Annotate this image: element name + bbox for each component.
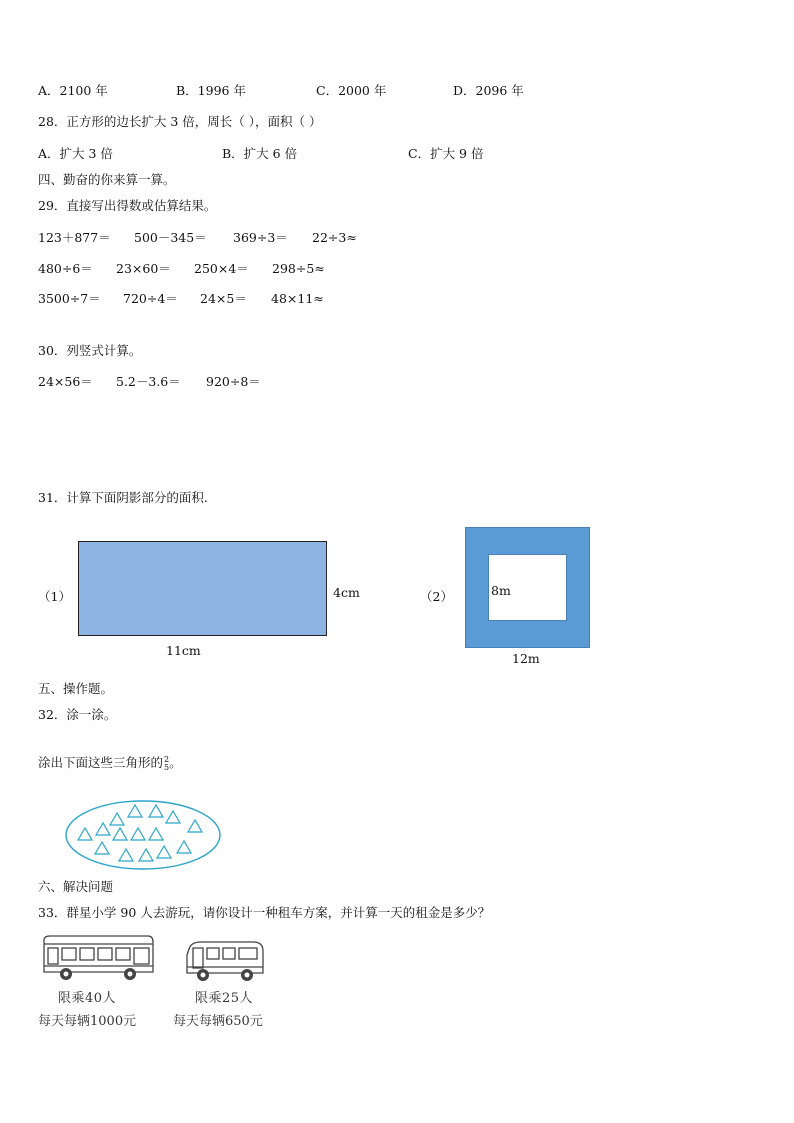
triangle [157, 846, 171, 858]
bus-large-icon [40, 934, 156, 982]
q28-question: 28．正方形的边长扩大 3 倍，周长（ ），面积（ ） [38, 114, 322, 129]
q30-item-2: 5.2－3.6＝ [116, 374, 181, 389]
q29-r1c1: 123＋877＝ [38, 230, 111, 245]
section4-title: 四、勤奋的你来算一算。 [38, 172, 176, 187]
q32-triangles-ellipse [60, 797, 226, 875]
q29-r2c3: 250×4＝ [194, 261, 249, 276]
triangle [149, 805, 163, 817]
triangle [131, 828, 145, 840]
q32-instruction-end: 。 [169, 755, 182, 770]
q29-r3c3: 24×5＝ [200, 291, 247, 306]
q29-r1c4: 22÷3≈ [312, 230, 357, 245]
triangle [78, 828, 92, 840]
bus2-capacity: 限乘25人 [195, 991, 254, 1006]
triangle [113, 828, 127, 840]
triangle [95, 842, 109, 854]
q27-option-a: A．2100 年 [38, 83, 108, 98]
q29-r3c2: 720÷4＝ [123, 291, 178, 306]
q32-instruction [38, 754, 182, 772]
bus1-price: 每天每辆1000元 [38, 1014, 137, 1029]
bus2-price: 每天每辆650元 [173, 1014, 263, 1029]
q29-r3c4: 48×11≈ [271, 291, 324, 306]
triangle [139, 849, 153, 861]
q33-question: 33．群星小学 90 人去游玩，请你设计一种租车方案，并计算一天的租金是多少？ [38, 905, 491, 920]
q29-question: 29．直接写出得数或估算结果。 [38, 198, 217, 213]
bus-small-icon [183, 939, 267, 983]
q32-fraction-denominator: 5 [164, 762, 170, 772]
q29-r2c4: 298÷5≈ [272, 261, 325, 276]
q30-question: 30．列竖式计算。 [38, 343, 142, 358]
q29-r3c1: 3500÷7＝ [38, 291, 101, 306]
triangle [149, 828, 163, 840]
q29-r2c2: 23×60＝ [116, 261, 171, 276]
q29-r1c2: 500－345＝ [134, 230, 207, 245]
triangle [188, 820, 202, 832]
triangle [128, 805, 142, 817]
q31-fig1-height: 4cm [333, 585, 360, 600]
bus1-capacity: 限乘40人 [58, 991, 117, 1006]
q27-option-d: D．2096 年 [453, 83, 524, 98]
q32-question: 32．涂一涂。 [38, 707, 117, 722]
q28-option-c: C．扩大 9 倍 [408, 146, 484, 161]
triangle [166, 811, 180, 823]
q28-option-a: A．扩大 3 倍 [38, 146, 113, 161]
triangle [119, 849, 133, 861]
q32-instruction-text: 涂出下面这些三角形的 [38, 755, 164, 770]
q30-item-1: 24×56＝ [38, 374, 93, 389]
q27-option-c: C．2000 年 [316, 83, 387, 98]
q31-fig2-label: （2） [420, 589, 453, 604]
q31-question: 31．计算下面阴影部分的面积. [38, 490, 208, 505]
q31-fig1-label: （1） [38, 589, 71, 604]
triangle [177, 841, 191, 853]
q30-item-3: 920÷8＝ [206, 374, 261, 389]
triangle [110, 813, 124, 825]
q27-option-b: B．1996 年 [176, 83, 246, 98]
q31-fig2-outer-label: 12m [512, 651, 540, 666]
q29-r2c1: 480÷6＝ [38, 261, 93, 276]
q29-r1c3: 369÷3＝ [233, 230, 288, 245]
q31-fig2-inner-label: 8m [491, 583, 511, 598]
section5-title: 五、操作题。 [38, 681, 114, 696]
triangle [96, 823, 110, 835]
section6-title: 六、解决问题 [38, 879, 114, 894]
q32-fraction-numerator: 2 [164, 754, 170, 764]
q31-shaded-rectangle [78, 541, 327, 636]
q31-fig1-width: 11cm [166, 643, 201, 658]
q28-option-b: B．扩大 6 倍 [222, 146, 298, 161]
